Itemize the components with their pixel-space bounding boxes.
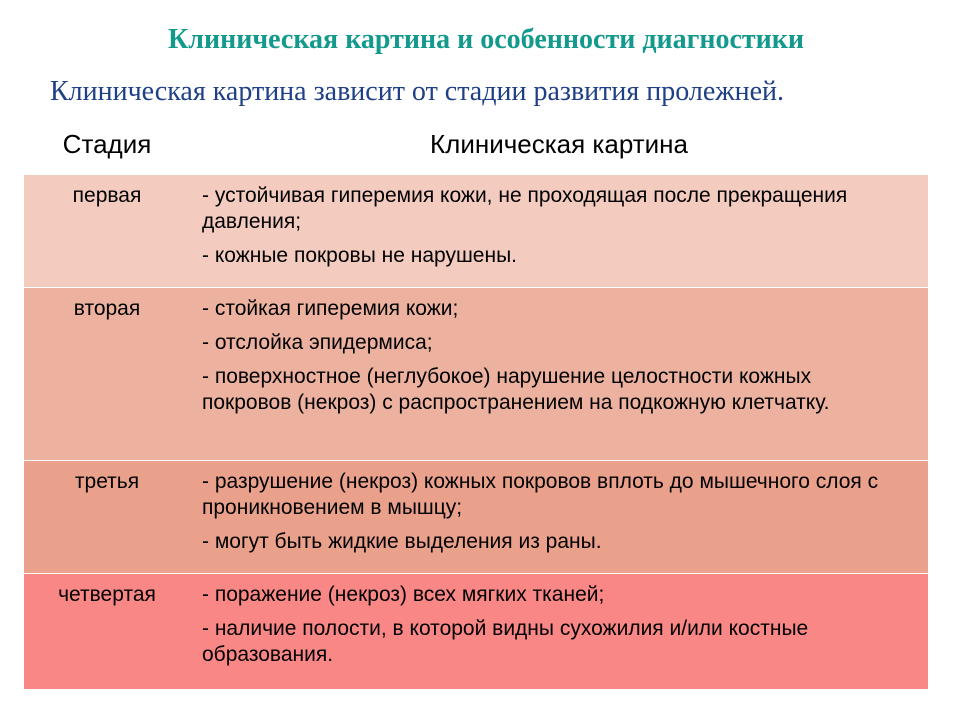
header-clinical-picture: Клиническая картина [430,129,688,159]
stage-cell: третья [74,470,140,493]
symptom-item: - поверхностное (неглубокое) нарушение целостности кожных покровов (некроз) с распространением на подкожную клетчатку. [202,365,830,414]
symptom-item: - разрушение (некроз) кожных покровов вплоть до мышечного слоя с проникновением в мышцу; [202,470,879,519]
stages-table [24,174,928,689]
symptom-item: - кожные покровы не нарушены. [202,244,518,267]
description-cell [190,461,928,573]
description-cell [190,574,928,689]
symptom-item: - наличие полости, в которой видны сухожилия и/или костные образования. [202,617,809,666]
symptom-item: - устойчивая гиперемия кожи, не проходящая после прекращения давления; [202,184,848,233]
stage-cell: четвертая [58,583,156,606]
symptom-item: - могут быть жидкие выделения из раны. [202,530,602,553]
stage-cell: вторая [73,297,141,320]
page-title: Клиническая картина и особенности диагностики [167,24,805,55]
symptom-item: - стойкая гиперемия кожи; [202,297,459,320]
description-cell [190,175,928,287]
symptom-item: - отслойка эпидермиса; [202,331,433,354]
stage-cell: первая [72,184,142,207]
header-stage: Стадия [62,129,152,159]
table-row [24,174,928,287]
table-row [24,460,928,573]
symptom-item: - поражение (некроз) всех мягких тканей; [202,583,605,606]
table-header [24,124,928,170]
page-subtitle: Клиническая картина зависит от стадии развития пролежней. [50,76,785,107]
table-row [24,287,928,460]
description-cell [190,288,928,460]
table-row [24,573,928,689]
